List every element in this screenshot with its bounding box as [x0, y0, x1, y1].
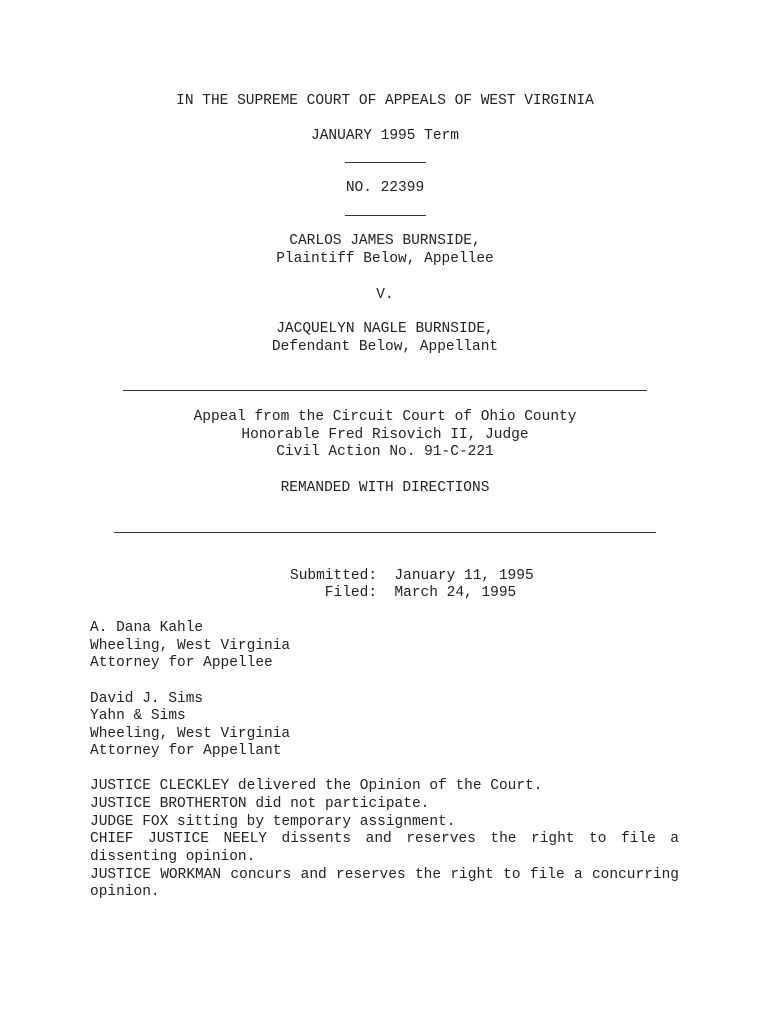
judge: Honorable Fred Risovich II, Judge: [241, 427, 529, 443]
long-divider: [123, 390, 647, 391]
justice-note: JUSTICE BROTHERTON did not participate.: [90, 796, 430, 812]
justice-note: JUSTICE WORKMAN concurs and reserves the right to file a concurring: [90, 867, 679, 883]
justice-note: CHIEF JUSTICE NEELY dissents and reserves the right to file a: [90, 831, 679, 847]
plaintiff-name: CARLOS JAMES BURNSIDE,: [289, 233, 481, 249]
appellee-attorney-city: Wheeling, West Virginia: [90, 638, 291, 654]
appellant-attorney-name: David J. Sims: [90, 691, 204, 707]
justice-note: opinion.: [90, 884, 160, 900]
court-title: IN THE SUPREME COURT OF APPEALS OF WEST VIRGINIA: [176, 93, 594, 109]
appellant-attorney-role: Attorney for Appellant: [90, 743, 282, 759]
defendant-role: Defendant Below, Appellant: [271, 339, 499, 355]
disposition: REMANDED WITH DIRECTIONS: [280, 480, 490, 496]
justice-note: dissenting opinion.: [90, 849, 256, 865]
appeal-from: Appeal from the Circuit Court of Ohio County: [193, 409, 577, 425]
civil-action: Civil Action No. 91-C-221: [276, 444, 494, 460]
appellant-attorney-city: Wheeling, West Virginia: [90, 726, 291, 742]
versus: V.: [376, 287, 394, 303]
case-number: NO. 22399: [345, 180, 425, 196]
term: JANUARY 1995 Term: [311, 128, 459, 144]
appellee-attorney-role: Attorney for Appellee: [90, 655, 273, 671]
defendant-name: JACQUELYN NAGLE BURNSIDE,: [276, 321, 494, 337]
short-divider: [345, 215, 426, 216]
appellant-attorney-firm: Yahn & Sims: [90, 708, 186, 724]
short-divider: [345, 162, 426, 163]
filed-line: Filed: March 24, 1995: [290, 585, 517, 601]
plaintiff-role: Plaintiff Below, Appellee: [276, 251, 494, 267]
justice-note: JUSTICE CLECKLEY delivered the Opinion of the Court.: [90, 778, 543, 794]
submitted-line: Submitted: January 11, 1995: [290, 568, 534, 584]
appellee-attorney-name: A. Dana Kahle: [90, 620, 204, 636]
long-divider: [114, 532, 656, 533]
justice-note: JUDGE FOX sitting by temporary assignment.: [90, 814, 456, 830]
